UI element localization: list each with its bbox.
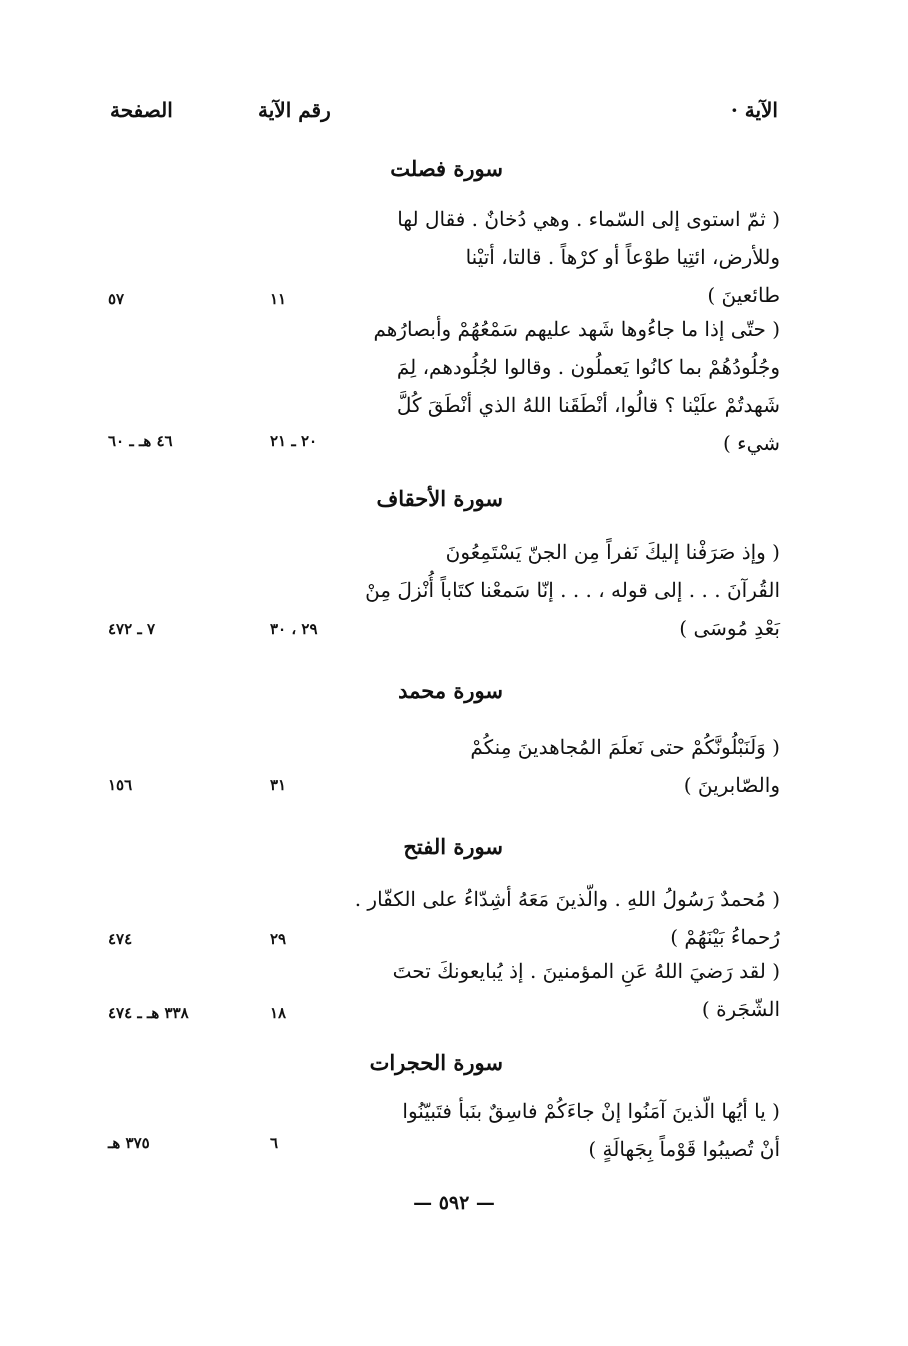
surah-title-fath: سورة الفتح (403, 834, 503, 859)
surah-title-fussilat: سورة فصلت (390, 156, 503, 181)
verse-muhammad-31 (398, 728, 780, 804)
verse-fussilat-11 (398, 200, 780, 314)
verse-line: الشّجَرة ) (701, 997, 780, 1021)
verse-fath-18 (392, 952, 780, 1028)
verse-line: وللأرض، ائتِيا طوْعاً أو كرْهاً . قالتا، أتيْنا (465, 245, 780, 269)
page-number: — ٥٩٢ — (413, 1192, 495, 1214)
verse-line: ( لقد رَضيَ اللهُ عَنِ المؤمنينَ . إذ يُبايعونكَ تحتَ (392, 959, 780, 983)
verse-line: رُحماءُ بَيْنَهُمْ ) (670, 925, 780, 949)
verse-line: أنْ تُصيبُوا قَوْماً بِجَهالَةٍ ) (588, 1137, 780, 1161)
page-reference: ٧ ـ ٤٧٢ (108, 620, 156, 638)
page-reference: ١٥٦ (108, 776, 133, 794)
verse-line: ( حتّى إذا ما جاءُوها شَهد عليهم سَمْعُهُمْ وأبصارُهم (373, 317, 780, 341)
page-reference: ٥٧ (108, 290, 125, 308)
verse-ahqaf-29-30 (365, 533, 780, 647)
verse-line: بَعْدِ مُوسَى ) (679, 616, 780, 640)
column-header-ayah-number: رقم الآية (258, 98, 331, 122)
column-header-ayah: الآية · (730, 98, 778, 122)
page-reference: ٣٧٥ هـ (108, 1134, 150, 1152)
verse-line: ( مُحمدٌ رَسُولُ اللهِ . والّذينَ مَعَهُ أشِدّاءُ على الكفّار . (354, 887, 780, 911)
verse-line: والصّابرينَ ) (683, 773, 780, 797)
page-reference: ٤٦ هـ ـ ٦٠ (108, 432, 173, 450)
ayah-number: ٢٩ ، ٣٠ (270, 620, 318, 638)
ayah-number: ٣١ (270, 776, 287, 794)
verse-line: القُرآنَ . . . إلى قوله ، . . . إنّا سَمعْنا كتَاباً أُنْزلَ مِنْ (365, 578, 780, 602)
page-reference: ٤٧٤ (108, 930, 133, 948)
ayah-number: ١١ (270, 290, 287, 308)
ayah-number: ٦ (270, 1134, 279, 1152)
surah-title-ahqaf: سورة الأحقاف (376, 486, 503, 511)
verse-line: وجُلُودُهُمْ بما كانُوا يَعملُون . وقالوا لجُلُودهم، لِمَ (396, 355, 780, 379)
verse-line: طائعينَ ) (707, 283, 780, 307)
ayah-number: ٢٠ ـ ٢١ (270, 432, 318, 450)
verse-line: ( يا أيُها الّذينَ آمَنُوا إنْ جاءَكُمْ فاسِقٌ بنَبأ فتَبيّنُوا (402, 1099, 780, 1123)
column-header-page: الصفحة (110, 98, 173, 122)
ayah-number: ٢٩ (270, 930, 287, 948)
surah-title-hujurat: سورة الحجرات (369, 1050, 503, 1075)
verse-line: شَهدتُمْ علَيْنا ؟ قالُوا، أنْطَقَنا اللهُ الذي أنْطَقَ كُلَّ (396, 393, 780, 417)
verse-line: ( وَلَنَبْلُونَّكُمْ حتى نَعلَمَ المُجاهدينَ مِنكُمْ (470, 735, 780, 759)
surah-title-muhammad: سورة محمد (398, 678, 503, 703)
verse-line: ( ثمّ استوى إلى السّماء . وهي دُخانٌ . فقال لها (397, 207, 780, 231)
verse-line: ( وإذ صَرَفْنا إليكَ نَفراً مِن الجنّ يَسْتَمِعُونَ (445, 540, 780, 564)
verse-hujurat-6 (398, 1092, 780, 1168)
page-reference: ٣٣٨ هـ ـ ٤٧٤ (108, 1004, 189, 1022)
verse-fath-29 (354, 880, 780, 956)
verse-fussilat-20-21 (373, 310, 780, 462)
verse-line: شيء ) (723, 431, 780, 455)
ayah-number: ١٨ (270, 1004, 287, 1022)
